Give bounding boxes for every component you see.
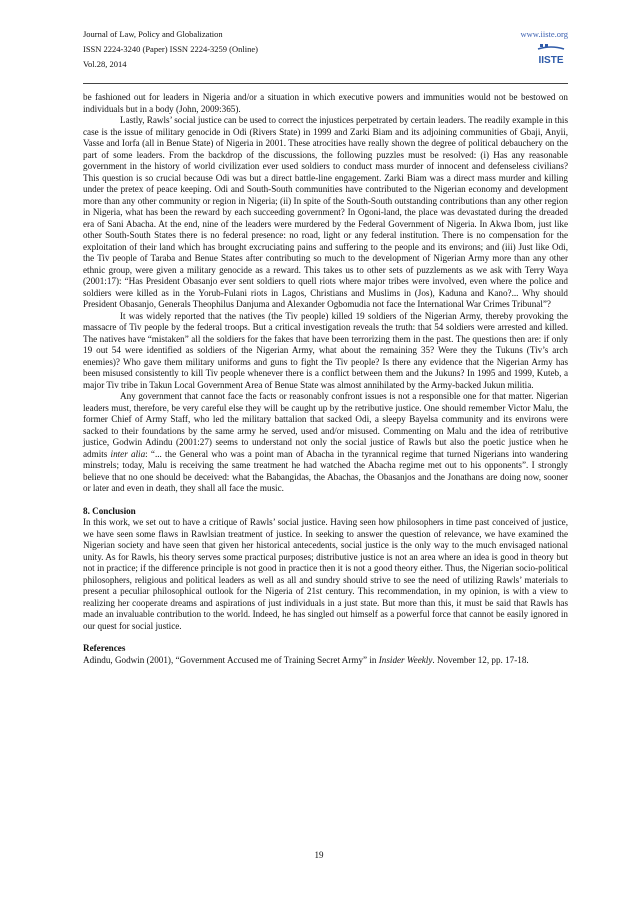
journal-title: Journal of Law, Policy and Globalization bbox=[83, 29, 223, 39]
paragraph-1: be fashioned out for leaders in Nigeria and/or a situation in which executive powers and immunities would not be bestowed on individuals but in a body (John, 2009:365). bbox=[83, 92, 568, 114]
reference-source: Insider Weekly bbox=[378, 654, 433, 665]
iiste-logo-icon bbox=[534, 44, 568, 66]
paragraph-2: Lastly, Rawls’ social justice can be used to correct the injustices perpetrated by certain leaders. The readily example in this case is the issue of military genocide in Odi (Rivers State) in 1999 and Zarki Biam and its adjoining communities of Gbaji, Anyii, Vasse and Iorfa (all in Benue State) of Nigeria in 2001. These atrocities have really shown the degree of political debauchery on the part of some leaders. From the backdrop of the discussions, the following puzzles must be resolved: (i) Has any reasonable government in the history of world civilization ever used soldiers to conduct mass murder of innocent and defenseless civilians? This question is so crucial because Odi was but a direct battle-line engagement. Zarki Biam was a direct mass murder and killing under the pretex of peace keeping. Odi and South-South communities have contributed to the Nigerian economy and development more than any other community or region in Nigeria; (ii) In spite of the South-South outstanding contributions than any other region in Nigeria, what has been the reward by each succeeding government? In Ogoni-land, the place was devastated during the dreaded era of Sani Abacha. At the end, nine of the leaders were murdered by the Federal Government of Nigeria. In Akwa Ibom, just like other South-South States there is no federal presence: no road, light or any federal institution. There is no compensation for the exploitation of their land which has brought excruciating pains and suffering to the people and its environs; and (iii) Just like Odi, the Tiv people of Taraba and Benue States after contributing so much to the development of Nigerian Army more than any other ethnic group, were given a military genocide as a reward. This takes us to other sets of puzzlements as we ask with Terry Waya (2001:17): “Has President Obasanjo ever sent soldiers to quell riots where major tribes were involved, even where the police and soldiers were killed as in the Yorub-Fulani riots in Lagos, Christians and Muslims in (Jos), Kaduna and Kano?... Why should President Obasanjo, Generals Theophilus Danjuma and Alexander Ogbomudia not face the International War Crimes Tribunal”? bbox=[83, 115, 568, 309]
conclusion-heading: 8. Conclusion bbox=[83, 505, 136, 516]
paragraph-4-text-b: : “... the General who was a point man of Abacha in the tyrannical regime that turned Nigerians into wandering minstrels; today, Malu is receiving the same treatment he had watched the Abacha regime met out to his opponents”. I strongly believe that no one should be deceived: what the Babangidas, the Abachas, the Obasanjos and the Jonathans are doing now, sooner or later and even in death, they shall all face the music. bbox=[83, 448, 568, 493]
article-body bbox=[83, 92, 568, 666]
page-number: 19 bbox=[314, 850, 324, 860]
paragraph-4 bbox=[83, 391, 568, 495]
paragraph-3: It was widely reported that the natives (the Tiv people) killed 19 soldiers of the Nigerian Army, thereby provoking the massacre of Tiv people by the federal troops. But a critical investigation reveals the truth: that 54 soldiers were arrested and killed. The natives have “mistaken” all the soldiers for the fakes that have been terrorizing them in the past. The questions then are: if only 19 out 54 were identified as soldiers of the Nigerian Army, what about the remaining 35? Were they the Tukuns (Tiv’s arch enemies)? Who gave them military uniforms and guns to fight the Tiv people? Is there any evidence that the Nigerian Army has been misused consistently to kill Tiv people whenever there is a conflict between them and the Jukuns? In 1995 and 1999, Kuteb, a major Tiv tribe in Takun Local Government Area of Benue State was almost annihilated by the Army-backed Jukun militia. bbox=[83, 310, 568, 390]
reference-text-a: Adindu, Godwin (2001), “Government Accused me of Training Secret Army” in bbox=[83, 654, 379, 665]
paragraph-4-text-a: Any government that cannot face the facts or reasonably confront issues is not a responsible one for that matter. Nigerian leaders must, therefore, be very careful else they will be caught up by the retributive justice. One should remember Victor Malu, the former Chief of Army Staff, who led the military battalion that sacked Odi, a sleepy Bayelsa community and its environs were sacked to their foundations by the same army he served, used and/or misused. Commenting on Malu and the idea of retributive justice, Godwin Adindu (2001:27) seems to understand not only the social justice of Rawls but also the poetic justice when he admits bbox=[83, 391, 568, 459]
reference-text-b: . November 12, pp. 17-18. bbox=[432, 654, 529, 665]
volume-line: Vol.28, 2014 bbox=[83, 59, 127, 69]
conclusion-paragraph: In this work, we set out to have a critique of Rawls’ social justice. Having seen how philosophers in time past conceived of justice, we have seen some flaws in Rawlsian treatment of justice. In seeking to answer the question of relevance, we have examined the Nigerian society and have seen that given her historical antecedents, social justice is the only way to the much envisaged national unity. As for Rawls, his theory serves some practical purposes; distributive justice is not an area where an idea is good in theory but not in practice; if the difference principle is not good in practice then it is not a good theory either. Thus, the Nigerian socio-political philosophers, religious and political leaders as well as all and sundry should strive to see the need of utilizing Rawls’ materials to present a peculiar philosophical outlook for the Nigeria of 21st century. This recommendation, in my opinion, is with a view to realizing her cooperate dreams and aspirations of just individuals in a just state. But more than this, it must be said that Rawls has made an invaluable contribution to the world. Indeed, he has singled out himself as a powerful force that cannot be easily ignored in our quest for social justice. bbox=[83, 517, 568, 631]
paragraph-4-emphasis: inter alia bbox=[110, 448, 146, 459]
references-heading: References bbox=[83, 643, 126, 653]
issn-line: ISSN 2224-3240 (Paper) ISSN 2224-3259 (Online) bbox=[83, 44, 258, 54]
logo-text: IISTE bbox=[538, 55, 564, 66]
reference-entry bbox=[83, 655, 568, 667]
header-divider bbox=[83, 83, 568, 84]
journal-url-link[interactable]: www.iiste.org bbox=[520, 29, 568, 39]
